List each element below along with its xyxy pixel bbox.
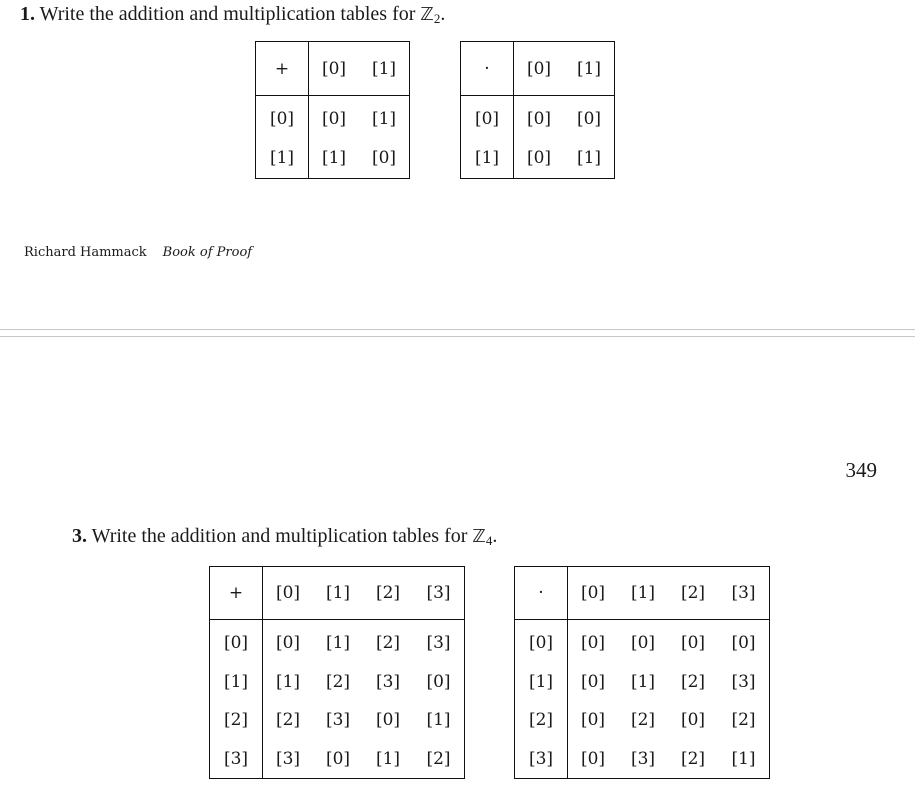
column-header: [0] <box>514 42 565 96</box>
column-header: [3] <box>413 567 465 620</box>
column-header: [2] <box>363 567 413 620</box>
table-header-row <box>461 42 615 96</box>
page-footer <box>24 245 252 260</box>
column-header: [1] <box>564 42 615 96</box>
table-cell: [1] <box>426 710 451 730</box>
column-header: [0] <box>263 567 314 620</box>
table-cell: [1] <box>371 109 397 129</box>
table-cell: [0] <box>426 671 451 692</box>
row-header: [2] <box>210 701 263 739</box>
column-header: [3] <box>718 567 770 620</box>
column-header: [1] <box>618 567 668 620</box>
table-cell: [3] <box>630 748 656 769</box>
page-divider-top <box>0 329 915 330</box>
table-cell: [3] <box>375 671 401 692</box>
author-name: Richard Hammack <box>24 245 147 260</box>
table-row <box>515 662 770 701</box>
table-header-row <box>515 567 770 620</box>
table-cell: [1] <box>630 671 656 692</box>
table-row <box>210 662 465 701</box>
table-header-row <box>210 567 465 620</box>
table-cell: [0] <box>275 633 301 653</box>
table-cell: [3] <box>426 633 451 653</box>
operation-symbol: · <box>461 42 514 96</box>
table-cell: [0] <box>321 109 347 129</box>
problem-1-heading <box>20 3 445 27</box>
table-cell: [2] <box>275 710 301 730</box>
z2-addition-table <box>255 41 410 179</box>
table-cell: [2] <box>680 748 706 769</box>
table-cell: [2] <box>325 671 351 692</box>
table-cell: [1] <box>576 148 602 168</box>
row-header: [0] <box>515 620 568 663</box>
row-header: [1] <box>210 662 263 701</box>
problem-3-heading <box>72 525 497 549</box>
modulus-subscript: 4 <box>485 533 493 548</box>
table-cell: [0] <box>731 633 756 653</box>
column-header: [2] <box>668 567 718 620</box>
table-cell: [2] <box>680 671 706 692</box>
table-cell: [0] <box>580 710 606 730</box>
modulus-subscript: 2 <box>433 11 441 26</box>
column-header: [0] <box>309 42 360 96</box>
table-row <box>515 620 770 663</box>
table-row <box>210 739 465 779</box>
table-cell: [3] <box>275 748 301 769</box>
row-header: [3] <box>210 739 263 779</box>
table-cell: [1] <box>731 748 756 769</box>
table-cell: [0] <box>576 109 602 129</box>
column-header: [0] <box>568 567 619 620</box>
table-cell: [1] <box>325 633 351 653</box>
table-cell: [0] <box>325 748 351 769</box>
column-header: [1] <box>313 567 363 620</box>
table-row <box>256 96 410 139</box>
table-cell: [3] <box>731 671 756 692</box>
table-cell: [2] <box>630 710 656 730</box>
table-cell: [0] <box>680 633 706 653</box>
page-divider-bottom <box>0 336 915 337</box>
operation-symbol: + <box>256 42 309 96</box>
table-header-row <box>256 42 410 96</box>
z2-multiplication-table <box>460 41 615 179</box>
table-row <box>210 701 465 739</box>
z4-multiplication-table <box>514 566 770 779</box>
table-cell: [2] <box>375 633 401 653</box>
period: . <box>440 3 446 25</box>
integers-symbol: ℤ <box>472 526 486 547</box>
problem-number: 1. <box>20 3 35 25</box>
table-cell: [0] <box>580 671 606 692</box>
row-header: [2] <box>515 701 568 739</box>
row-header: [0] <box>210 620 263 663</box>
table-cell: [0] <box>375 710 401 730</box>
table-cell: [1] <box>321 148 347 168</box>
operation-symbol: + <box>210 567 263 620</box>
table-cell: [0] <box>526 148 552 168</box>
table-cell: [0] <box>630 633 656 653</box>
table-row <box>515 739 770 779</box>
row-header: [0] <box>461 96 514 139</box>
book-title: Book of Proof <box>162 245 253 260</box>
problem-number: 3. <box>72 525 87 547</box>
table-row <box>210 620 465 663</box>
table-cell: [0] <box>580 748 606 769</box>
table-cell: [1] <box>275 671 301 692</box>
column-header: [1] <box>359 42 410 96</box>
period: . <box>492 525 498 547</box>
row-header: [1] <box>515 662 568 701</box>
row-header: [3] <box>515 739 568 779</box>
table-cell: [0] <box>526 109 552 129</box>
table-cell: [0] <box>371 148 397 168</box>
table-cell: [0] <box>580 633 606 653</box>
operation-symbol: · <box>515 567 568 620</box>
page-number: 349 <box>845 458 877 482</box>
table-cell: [2] <box>731 710 756 730</box>
table-cell: [0] <box>680 710 706 730</box>
row-header: [1] <box>256 138 309 179</box>
integers-symbol: ℤ <box>420 4 434 25</box>
problem-text: Write the addition and multiplication tables for <box>91 525 473 547</box>
row-header: [1] <box>461 138 514 179</box>
table-row <box>515 701 770 739</box>
table-cell: [1] <box>375 748 401 769</box>
z4-addition-table <box>209 566 465 779</box>
row-header: [0] <box>256 96 309 139</box>
table-cell: [3] <box>325 710 351 730</box>
problem-text: Write the addition and multiplication tables for <box>39 3 421 25</box>
table-row <box>256 138 410 179</box>
table-row <box>461 96 615 139</box>
table-cell: [2] <box>426 748 451 769</box>
table-row <box>461 138 615 179</box>
